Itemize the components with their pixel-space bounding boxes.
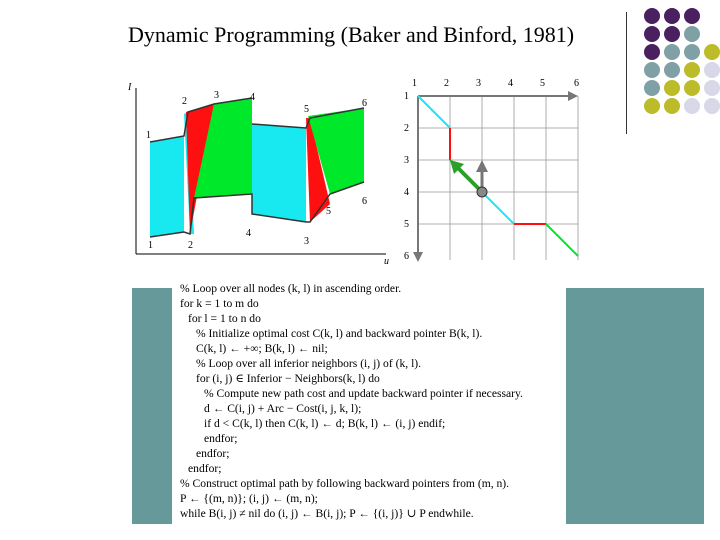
dp-grid-plot bbox=[404, 78, 579, 262]
dp-col-label: 5 bbox=[540, 78, 545, 89]
dp-figure bbox=[124, 74, 584, 264]
dp-col-label: 4 bbox=[508, 78, 513, 89]
path-segment-cyan bbox=[482, 192, 514, 224]
dp-col-axis-arrowhead bbox=[568, 91, 578, 101]
dp-row-label: 3 bbox=[404, 155, 409, 166]
dp-col-label: 3 bbox=[476, 78, 481, 89]
dot-olive bbox=[644, 98, 660, 114]
dp-col-label: 6 bbox=[574, 78, 579, 89]
path-segment-green bbox=[546, 224, 578, 256]
dot-teal bbox=[684, 26, 700, 42]
dot-teal bbox=[644, 80, 660, 96]
algorithm-line: % Loop over all inferior neighbors (i, j) of (k, l). bbox=[196, 357, 422, 370]
current-node-marker bbox=[477, 187, 487, 197]
algorithm-line: C(k, l) ← +∞; B(k, l) ← nil; bbox=[196, 342, 328, 355]
path-segment-cyan bbox=[418, 96, 450, 128]
profile-x-axis-label: u bbox=[384, 256, 389, 264]
dp-row-label: 5 bbox=[404, 219, 409, 230]
profile-bottom-label: 6 bbox=[362, 196, 367, 207]
neighbor-arrowhead-up bbox=[476, 160, 488, 172]
dot-teal bbox=[644, 62, 660, 78]
dot-purple bbox=[644, 8, 660, 24]
intensity-profile-plot bbox=[127, 82, 389, 264]
profile-bottom-label: 5 bbox=[326, 206, 331, 217]
profile-bottom-label: 4 bbox=[246, 228, 251, 239]
dp-row-label: 2 bbox=[404, 123, 409, 134]
dot-olive bbox=[664, 98, 680, 114]
dp-row-label: 4 bbox=[404, 187, 409, 198]
dot-lavender bbox=[704, 98, 720, 114]
profile-bottom-label: 1 bbox=[148, 240, 153, 251]
dot-lavender bbox=[704, 80, 720, 96]
dp-col-label: 1 bbox=[412, 78, 417, 89]
dp-row-label: 1 bbox=[404, 91, 409, 102]
dot-olive bbox=[684, 62, 700, 78]
profile-region-cyan-2 bbox=[252, 124, 306, 222]
algorithm-line: % Compute new path cost and update backward pointer if necessary. bbox=[204, 387, 523, 400]
profile-region-cyan-1 bbox=[150, 136, 184, 237]
dot-lavender bbox=[704, 62, 720, 78]
profile-y-axis-label: I bbox=[128, 82, 132, 93]
algorithm-line: while B(i, j) ≠ nil do (i, j) ← B(i, j); P ← {(i, j)} ∪ P endwhile. bbox=[180, 507, 474, 520]
dot-purple bbox=[664, 26, 680, 42]
profile-top-label: 5 bbox=[304, 104, 309, 115]
algorithm-box bbox=[172, 278, 566, 524]
dp-row-axis-arrowhead bbox=[413, 252, 423, 262]
dot-purple bbox=[664, 8, 680, 24]
algorithm-line: % Loop over all nodes (k, l) in ascending order. bbox=[180, 282, 402, 295]
profile-top-label: 6 bbox=[362, 98, 367, 109]
divider-line bbox=[626, 12, 627, 134]
dot-purple bbox=[644, 26, 660, 42]
dot-lavender bbox=[684, 98, 700, 114]
algorithm-line: P ← {(m, n)}; (i, j) ← (m, n); bbox=[180, 492, 318, 505]
algorithm-line: for k = 1 to m do bbox=[180, 297, 259, 310]
algorithm-line: endfor; bbox=[188, 462, 222, 475]
dp-row-label: 6 bbox=[404, 251, 409, 262]
profile-top-label: 4 bbox=[250, 92, 255, 103]
algorithm-line: if d < C(k, l) then C(k, l) ← d; B(k, l) ← (i, j) endif; bbox=[204, 417, 446, 430]
algorithm-line: endfor; bbox=[204, 432, 238, 445]
algorithm-line: d ← C(i, j) + Arc − Cost(i, j, k, l); bbox=[204, 402, 362, 415]
profile-top-label: 2 bbox=[182, 96, 187, 107]
dot-teal bbox=[684, 44, 700, 60]
profile-bottom-label: 3 bbox=[304, 236, 309, 247]
profile-bottom-label: 2 bbox=[188, 240, 193, 251]
dot-teal bbox=[664, 44, 680, 60]
dot-olive bbox=[684, 80, 700, 96]
slide-title: Dynamic Programming (Baker and Binford, 1981) bbox=[128, 22, 575, 47]
dot-purple bbox=[644, 44, 660, 60]
profile-top-label: 3 bbox=[214, 90, 219, 101]
dot-purple bbox=[684, 8, 700, 24]
algorithm-line: for l = 1 to n do bbox=[188, 312, 261, 325]
dot-teal bbox=[664, 62, 680, 78]
algorithm-line: % Initialize optimal cost C(k, l) and backward pointer B(k, l). bbox=[196, 327, 483, 340]
algorithm-line: endfor; bbox=[196, 447, 230, 460]
decorative-dot-grid bbox=[636, 8, 720, 120]
dp-col-label: 2 bbox=[444, 78, 449, 89]
profile-top-label: 1 bbox=[146, 130, 151, 141]
dot-olive bbox=[664, 80, 680, 96]
algorithm-line: % Construct optimal path by following backward pointers from (m, n). bbox=[180, 477, 510, 490]
algorithm-line: for (i, j) ∈ Inferior − Neighbors(k, l) do bbox=[196, 372, 380, 385]
dot-olive bbox=[704, 44, 720, 60]
